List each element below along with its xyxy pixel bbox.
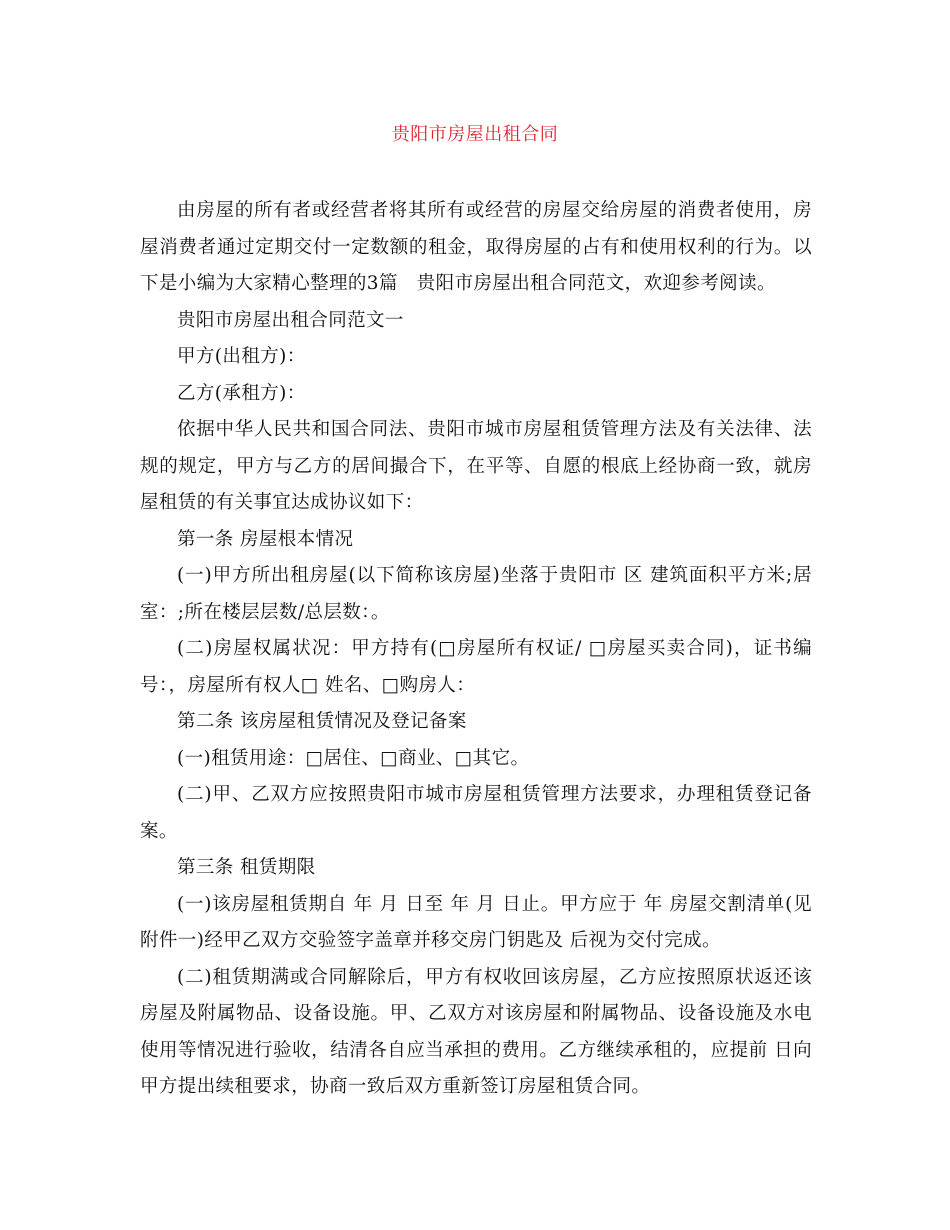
legal-basis-paragraph: 依据中华人民共和国合同法、贵阳市城市房屋租赁管理方法及有关法律、法规的规定，甲方与乙方的居间撮合下，在平等、自愿的根底上经协商一致，就房屋租赁的有关事宜达成协议如下： [140,419,812,513]
article-1-clause-1: (一)甲方所出租房屋(以下简称该房屋)坐落于贵阳市 区 建筑面积平方米;居室：;所在楼层层数/总层数：。 [140,565,812,623]
party-a-line: 甲方(出租方)： [177,346,306,367]
article-2-clause-2: (二)甲、乙双方应按照贵阳市城市房屋租赁管理方法要求，办理租赁登记备案。 [140,784,812,842]
document-body [140,193,812,1106]
article-2-clause-1: (一)租赁用途：□居住、□商业、□其它。 [177,747,530,769]
article-1-heading: 第一条 房屋根本情况 [177,528,354,550]
article-2-heading: 第二条 该房屋租赁情况及登记备案 [177,711,467,732]
article-3-heading: 第三条 租赁期限 [177,857,316,878]
intro-paragraph: 由房屋的所有者或经营者将其所有或经营的房屋交给房屋的消费者使用，房屋消费者通过定期交付一定数额的租金，取得房屋的占有和使用权利的行为。以下是小编为大家精心整理的3篇 贵阳市房屋出租合同范文，欢迎参考阅读。 [140,200,812,294]
section-heading: 贵阳市房屋出租合同范文一 [177,309,404,331]
document-title: 贵阳市房屋出租合同 [391,124,559,145]
article-1-clause-2: (二)房屋权属状况：甲方持有(□房屋所有权证/ □房屋买卖合同)，证书编号：，房屋所有权人□ 姓名、□购房人： [140,638,812,696]
article-3-clause-1: (一)该房屋租赁期自 年 月 日至 年 月 日止。甲方应于 年 房屋交割清单(见附件一)经甲乙双方交验签字盖章并移交房门钥匙及 后视为交付完成。 [140,893,812,951]
party-b-line: 乙方(承租方)： [177,382,306,404]
article-3-clause-2: (二)租赁期满或合同解除后，甲方有权收回该房屋，乙方应按照原状返还该房屋及附属物品、设备设施。甲、乙双方对该房屋和附属物品、设备设施及水电使用等情况进行验收，结清各自应当承担的费用。乙方继续承租的，应提前 日向甲方提出续租要求，协商一致后双方重新签订房屋租赁合同。 [140,966,812,1097]
